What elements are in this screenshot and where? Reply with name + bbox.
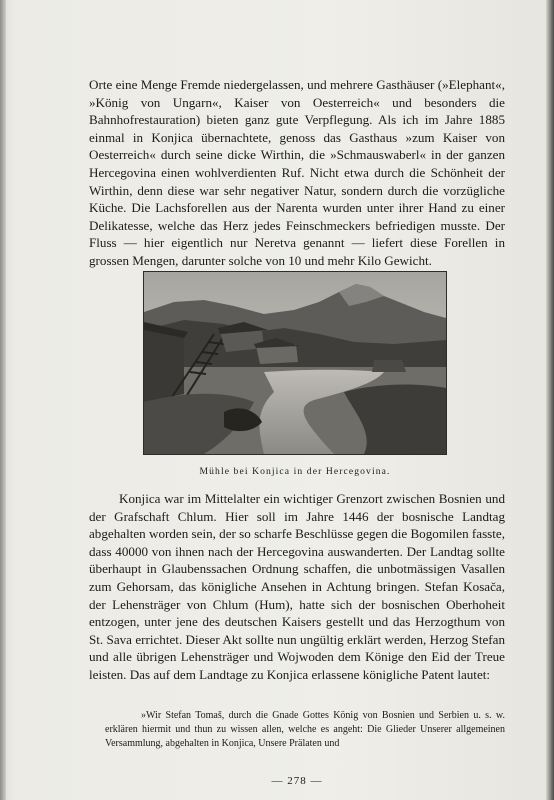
page-left-edge [0, 0, 6, 800]
page-number: — 278 — [271, 775, 323, 787]
mill-illustration [143, 271, 447, 455]
patent-quote: »Wir Stefan Tomaš, durch die Gnade Gottes König von Bosnien und Serbien u. s. w. erklären hiermit und thun zu wissen allen, welche es angeht: Die Glieder Unserer allgemeinen Versammlung, abgehalten in Konjica, Unsere Prälaten und [105, 710, 505, 750]
figure-caption: Mühle bei Konjica in der Hercegovina. [199, 466, 391, 477]
body-paragraph-2: Konjica war im Mittelalter ein wichtiger Grenzort zwischen Bosnien und der Grafschaft Chlum. Hier soll im Jahre 1446 der bosnische Landtag abgehalten worden sein, der so scharfe Beschlüsse gegen die Bogomilen fasste, dass 40000 von ihnen nach der Hercegovina auswanderten. Der Landtag sollte überhaupt in Glaubenssachen Ordnung schaffen, die unbotmässigen Vasallen zum Gehorsam, das königliche Ansehen in Achtung bringen. Stefan Kosača, der Lehensträger von Chlum (Hum), hatte sich der bosnischen Oberhoheit entzogen, unter jene des deutschen Kaisers gestellt und das Herzogthum von St. Sava errichtet. Dieser Akt sollte nun ungültig erklärt werden, Herzog Stefan und alle übrigen Lehensträger und Wojwoden dem Könige den Eid der Treue leisten. Das auf dem Landtage zu Konjica erlassene königliche Patent lautet: [89, 491, 505, 682]
body-paragraph-1: Orte eine Menge Fremde niedergelassen, und mehrere Gasthäuser (»Elephant«, »König von Ungarn«, Kaiser von Oesterreich« und besonders die Bahnhofrestauration) bieten ganz gute Verpflegung. Als ich im Jahre 1885 einmal in Konjica übernachtete, genoss das Gasthaus »zum Kaiser von Oesterreich« durch seine dicke Wirthin, die »Schmauswaberl« in der ganzen Hercegovina einen wohlverdienten Ruf. Nicht etwa durch die Schönheit der Wirthin, denn diese war sehr negativer Natur, sondern durch die vorzügliche Küche. Die Lachsforellen aus der Narenta wurden unter ihrer Hand zu einer Delikatesse, welche das Herz jedes Feinschmeckers befriedigen musste. Der Fluss — hier eigentlich nur Neretva genannt — liefert diese Forellen in grossen Mengen, darunter solche von 10 und mehr Kilo Gewicht. [89, 77, 505, 268]
page-right-edge [546, 0, 554, 800]
